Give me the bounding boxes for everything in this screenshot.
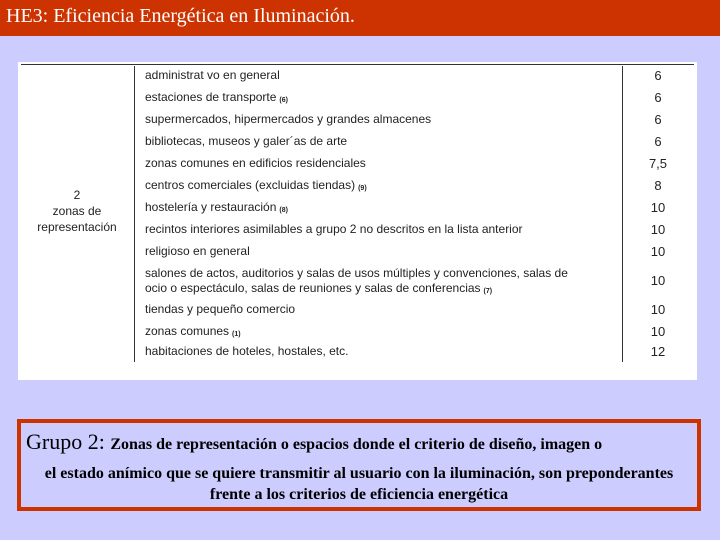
row-value: 8 <box>654 178 662 193</box>
row-description-line: salones de actos, auditorios y salas de usos múltiples y convenciones, salas de <box>145 266 568 280</box>
row-value: 10 <box>650 324 666 339</box>
group-label-line: representación <box>37 220 117 234</box>
row-description <box>145 244 623 259</box>
row-description-line: religioso en general <box>145 244 250 258</box>
row-description-line: zonas comunes (1) <box>145 324 241 338</box>
group-description-box <box>17 419 701 511</box>
row-description-line: zonas comunes en edificios residenciales <box>145 156 366 170</box>
row-description <box>145 68 623 83</box>
row-description-line: tiendas y pequeño comercio <box>145 302 296 316</box>
group-label-line: zonas de <box>52 204 102 218</box>
row-description <box>145 112 623 127</box>
row-note: (1) <box>232 331 241 338</box>
row-note: (7) <box>483 288 493 295</box>
row-description <box>145 156 623 171</box>
row-value: 10 <box>650 222 666 237</box>
row-note: (9) <box>358 185 367 192</box>
group-description-text: Zonas de representación o espacios donde el criterio de diseño, imagen o <box>110 436 603 453</box>
row-description <box>145 134 623 149</box>
row-value: 12 <box>650 344 666 359</box>
row-description-line: centros comerciales (excluidas tiendas) (9) <box>145 178 367 192</box>
row-value: 10 <box>650 200 666 215</box>
group-description-first-line <box>26 429 602 455</box>
row-description-line: recintos interiores asimilables a grupo 2 no descritos en la lista anterior <box>145 222 523 236</box>
table-top-rule <box>21 64 694 65</box>
row-value: 10 <box>650 244 666 259</box>
group-label <box>26 187 128 235</box>
row-description-line: ocio o espectáculo, salas de reuniones y salas de conferencias (7) <box>145 281 493 295</box>
table-divider-left <box>134 66 135 362</box>
row-description-line: estaciones de transporte (6) <box>145 90 288 104</box>
group-label-line: 2 <box>73 188 81 202</box>
values-table <box>18 62 697 380</box>
row-description <box>145 266 623 299</box>
header-bar <box>0 0 720 36</box>
row-value: 6 <box>654 90 662 105</box>
row-note: (6) <box>279 97 288 104</box>
row-description-line: bibliotecas, museos y galer´as de arte <box>145 134 348 148</box>
group-description-lead: Grupo 2: <box>26 429 111 454</box>
row-value: 6 <box>654 134 662 149</box>
row-description-line: habitaciones de hoteles, hostales, etc. <box>145 344 349 358</box>
row-note: (8) <box>279 207 288 214</box>
row-description-line: supermercados, hipermercados y grandes almacenes <box>145 112 432 126</box>
row-description-line: hostelería y restauración (8) <box>145 200 288 214</box>
row-description <box>145 90 623 108</box>
row-description <box>145 344 623 359</box>
row-value: 7,5 <box>648 156 668 171</box>
row-description <box>145 200 623 218</box>
row-description-line: administrat vo en general <box>145 68 280 82</box>
row-description <box>145 222 623 237</box>
row-value: 10 <box>650 273 666 288</box>
row-value: 10 <box>650 302 666 317</box>
row-value: 6 <box>654 112 662 127</box>
page-title: HE3: Eficiencia Energética en Iluminación. <box>6 5 355 27</box>
row-description <box>145 302 623 317</box>
row-description <box>145 324 623 342</box>
group-description-continuation: el estado anímico que se quiere transmitir al usuario con la iluminación, son preponderantes frente a los criterios de eficiencia energética <box>44 465 674 503</box>
row-value: 6 <box>654 68 662 83</box>
row-description <box>145 178 623 196</box>
